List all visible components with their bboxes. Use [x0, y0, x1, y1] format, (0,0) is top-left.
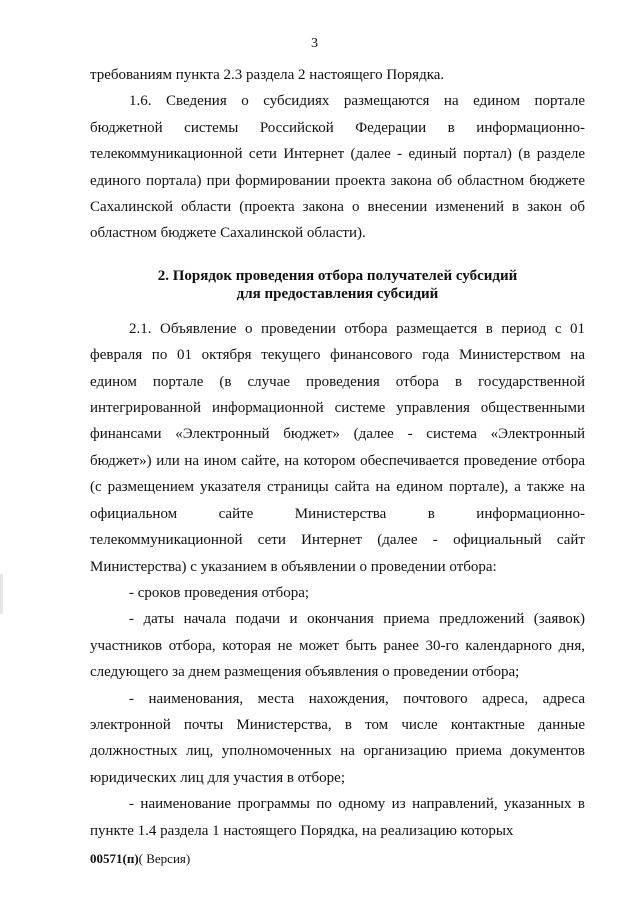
document-code: 00571(п)	[90, 851, 139, 866]
list-item-dates: - даты начала подачи и окончания приема предложений (заявок) участников отбора, которая не может быть ранее 30-го календарного дня, следующего за днем размещения объявления о проведении отбора;	[90, 611, 585, 681]
page-number: 3	[311, 36, 318, 51]
section-heading-line1: 2. Порядок проведения отбора получателей субсидий	[157, 267, 518, 284]
paragraph-2-1: 2.1. Объявление о проведении отбора размещается в период с 01 февраля по 01 октября текущего финансового года Министерством на едином портале (в случае проведения отбора в государственной интегрированной информационной системе управления общественными финансами «Электронный бюджет» (далее - система «Электронный бюджет») или на ином сайте, на котором обеспечивается проведение отбора (с размещением указателя страницы сайта на едином портале), а также на официальном сайте Министерства в информационно-телекоммуникационной сети Интернет (далее - официальный сайт Министерства) с указанием в объявлении о проведении отбора:	[90, 320, 585, 575]
list-item-contacts: - наименования, места нахождения, почтового адреса, адреса электронной почты Министерства, в том числе контактные данные должностных лиц, уполномоченных на организацию приема документов юридических лиц для участия в отборе;	[90, 690, 585, 786]
paragraph-1-6: 1.6. Сведения о субсидиях размещаются на едином портале бюджетной системы Российской Федерации в информационно-телекоммуникационной сети Интернет (далее - единый портал) (в разделе единого портала) при формировании проекта закона об областном бюджете Сахалинской области (проекта закона о внесении изменений в закон об областном бюджете Сахалинской области).	[90, 93, 585, 242]
paragraph-continuation: требованиям пункта 2.3 раздела 2 настоящего Порядка.	[90, 67, 445, 83]
document-version: ( Версия)	[138, 851, 191, 866]
document-footer	[90, 851, 190, 867]
section-heading	[90, 267, 585, 303]
list-item-deadlines: - сроков проведения отбора;	[129, 584, 310, 601]
document-body	[90, 62, 585, 844]
scan-edge-mark	[0, 574, 3, 614]
list-item-program: - наименование программы по одному из направлений, указанных в пункте 1.4 раздела 1 настоящего Порядка, на реализацию которых	[90, 796, 585, 839]
section-heading-line2: для предоставления субсидий	[236, 285, 439, 302]
